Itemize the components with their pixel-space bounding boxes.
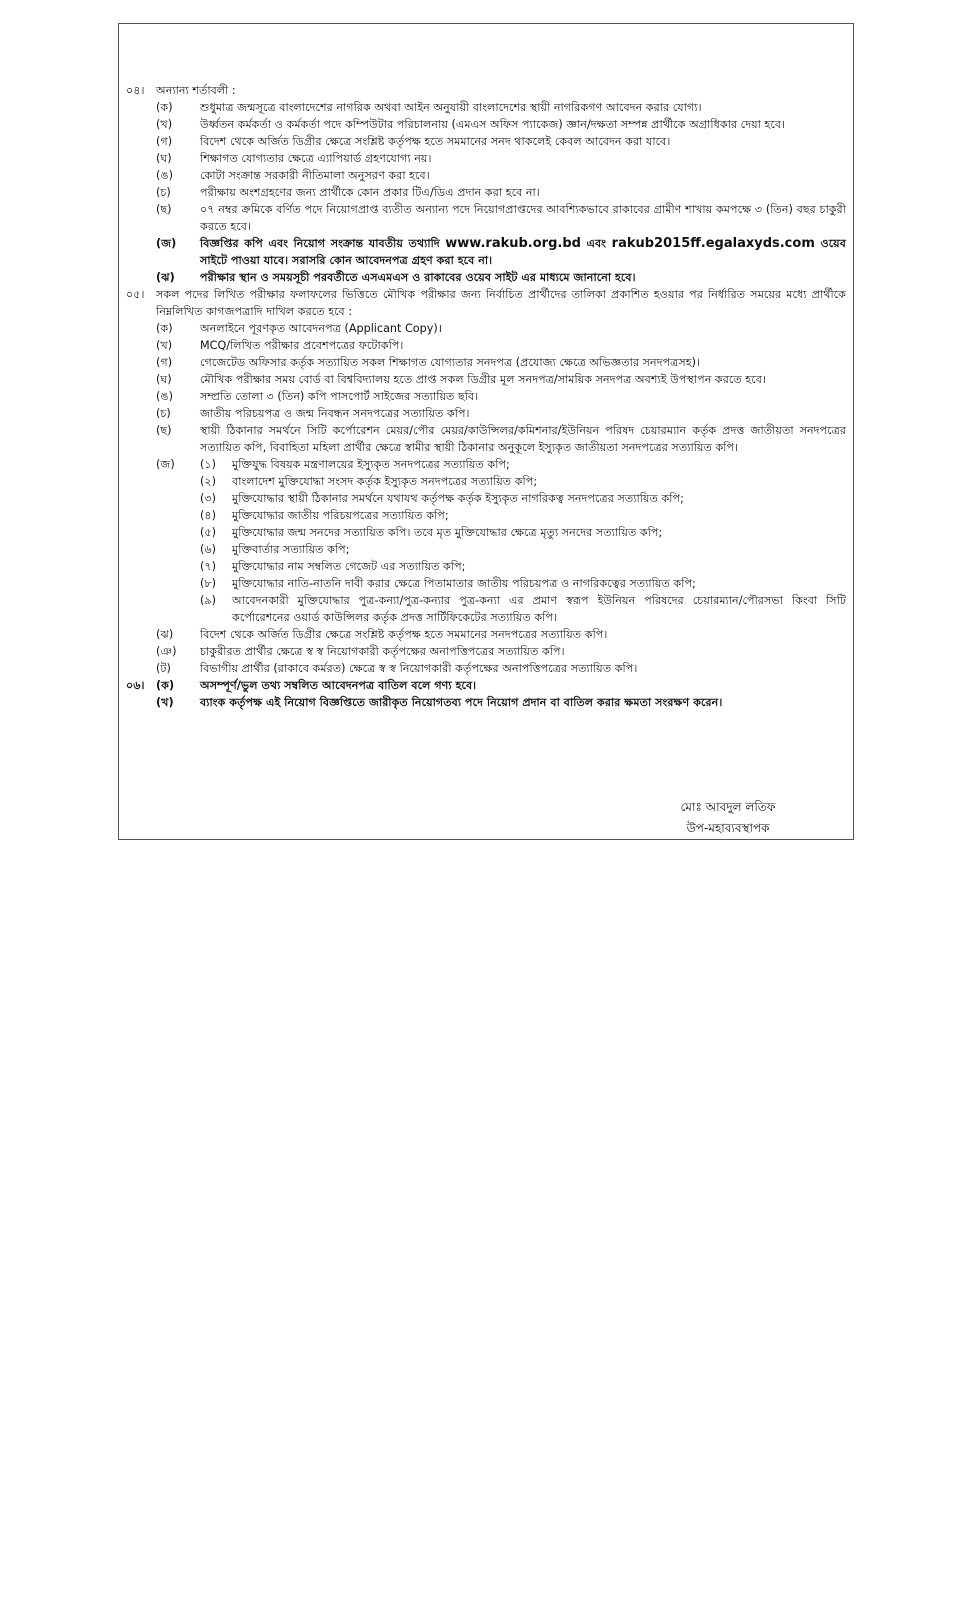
item-label: (গ) [156, 135, 173, 148]
item-text: শুধুমাত্র জন্মসূত্রে বাংলাদেশের নাগরিক অথবা আইন অনুযায়ী বাংলাদেশের স্থায়ী নাগরিকগণ আবেদন করার যোগ্য। [200, 101, 702, 114]
item-label: (ক) [156, 101, 173, 114]
item-text: MCQ/লিখিত পরীক্ষার প্রবেশপত্রের ফটোকপি। [200, 339, 404, 352]
website-link[interactable]: rakub2015ff.egalaxyds.com [611, 236, 815, 251]
item-text: গেজেটেড অফিসার কর্তৃক সত্যায়িত সকল শিক্ষাগত যোগ্যতার সনদপত্র (প্রযোজ্য ক্ষেত্রে অভিজ্ঞতার সনদপত্রসহ)। [200, 356, 701, 369]
item-text-post: ওয়েব সাইটে পাওয়া যাবে। সরাসরি কোন আবেদনপত্র গ্রহণ করা হবে না। [200, 237, 847, 267]
list-item [156, 150, 846, 167]
item-label: (ঞ) [156, 645, 177, 658]
item-label: (চ) [156, 407, 171, 420]
item-text: উর্ধ্বতন কর্মকর্তা ও কর্মকর্তা পদে কম্পিউটার পরিচালনায় (এমএস অফিস প্যাকেজ) জ্ঞান/দক্ষতা সম্পন্ন প্রার্থীকে অগ্রাধিকার দেয়া হবে। [200, 118, 786, 131]
item-text: সম্প্রতি তোলা ৩ (তিন) কপি পাসপোর্ট সাইজের সত্যায়িত ছবি। [200, 390, 479, 403]
sub-item-label: (৮) [200, 577, 216, 590]
sub-list-item [200, 524, 846, 541]
section-number: ০৪। [126, 84, 145, 97]
list-item [156, 626, 846, 643]
item-label: (ঙ) [156, 390, 173, 403]
sub-item-label: (৬) [200, 543, 217, 556]
item-label: (ছ) [156, 424, 172, 437]
item-label: (চ) [156, 186, 171, 199]
item-label: (খ) [156, 339, 173, 352]
list-item [156, 643, 846, 660]
item-label: (ঘ) [156, 152, 172, 165]
section-title: অন্যান্য শর্তাবলী : [156, 84, 236, 97]
item-label: (খ) [156, 696, 174, 709]
list-item [156, 388, 846, 405]
section-04 [126, 82, 846, 286]
sub-item-text: মুক্তিযোদ্ধার নাম সম্বলিত গেজেট এর সত্যায়িত কপি; [232, 560, 466, 573]
sub-item-text: মুক্তিযোদ্ধার জাতীয় পরিচয়পত্রের সত্যায়িত কপি; [232, 509, 449, 522]
item-text: ব্যাংক কর্তৃপক্ষ এই নিয়োগ বিজ্ঞপ্তিতে জারীকৃত নিয়োগতব্য পদে নিয়োগ প্রদান বা বাতিল করার ক্ষমতা সংরক্ষণ করেন। [200, 696, 723, 709]
sub-list-item [200, 490, 846, 507]
item-text-pre: বিজ্ঞপ্তির কপি এবং নিয়োগ সংক্রান্ত যাবতীয় তথ্যাদি [200, 237, 446, 250]
sub-list [200, 456, 846, 626]
item-label: (গ) [156, 356, 173, 369]
item-text: পরীক্ষার স্থান ও সময়সূচী পরবর্তীতে এসএমএস ও রাকাবের ওয়েব সাইট এর মাধ্যমে জানানো হবে। [200, 271, 636, 284]
item-text: অনলাইনে পূরণকৃত আবেদনপত্র (Applicant Copy)। [200, 322, 442, 335]
sub-item-text: মুক্তিযোদ্ধার স্থায়ী ঠিকানার সমর্থনে যথাযথ কর্তৃপক্ষ কর্তৃক ইস্যুকৃত নাগরিকত্ব সনদপত্রের সত্যায়িত কপি; [232, 492, 684, 505]
item-text-mid: এবং [580, 237, 612, 250]
list-item [156, 660, 846, 677]
section-05 [126, 286, 846, 677]
item-text: জাতীয় পরিচয়পত্র ও জন্ম নিবন্ধন সনদপত্রের সত্যায়িত কপি। [200, 407, 470, 420]
sub-item-label: (২) [200, 475, 217, 488]
sub-list-item [200, 541, 846, 558]
item-label: (খ) [156, 118, 173, 131]
list-item [156, 371, 846, 388]
item-label: (জ) [156, 237, 177, 250]
item-text [200, 235, 846, 269]
section-number: ০৫। [126, 288, 145, 301]
sub-list-item [200, 456, 846, 473]
item-label: (ঝ) [156, 271, 175, 284]
sub-item-text: মুক্তিযোদ্ধার জন্ম সনদের সত্যায়িত কপি। তবে মৃত মুক্তিযোদ্ধার ক্ষেত্রে মৃত্যু সনদের সত্যায়িত কপি; [232, 526, 663, 539]
sub-list-item [200, 592, 846, 626]
item-label: (ট) [156, 662, 171, 675]
sub-item-label: (৫) [200, 526, 216, 539]
list-item [156, 405, 846, 422]
list-item [156, 422, 846, 456]
sub-list-item [200, 473, 846, 490]
signatory-designation: উপ-মহাব্যবস্থাপক [686, 821, 770, 835]
section-intro: সকল পদের লিখিত পরীক্ষার ফলাফলের ভিত্তিতে মৌখিক পরীক্ষার জন্য নির্বাচিত প্রার্থীদের তালিকা প্রকাশিত হওয়ার পর নির্ধারিত সময়ের মধ্যে প্রার্থীকে নিম্নলিখিত কাগজপত্রাদি দাখিল করতে হবে : [156, 288, 846, 318]
item-text: স্থায়ী ঠিকানার সমর্থনে সিটি কর্পোরেশন মেয়র/পৌর মেয়র/কাউন্সিলর/কমিশনার/ইউনিয়ন পরিষদ চেয়ারম্যান কর্তৃক প্রদত্ত জাতীয়তা সনদপত্রের সত্যায়িত কপি, বিবাহিতা মহিলা প্রার্থীর ক্ষেত্রে স্বামীর স্থায়ী ঠিকানার অনুকূলে ইস্যুকৃত জাতীয়তা সনদপত্রের সত্যায়িত কপি। [200, 424, 846, 454]
item-label: (ক) [156, 679, 175, 692]
item-label: (ঘ) [156, 373, 172, 386]
list-item [156, 269, 846, 286]
sub-item-text: আবেদনকারী মুক্তিযোদ্ধার পুত্র-কন্যা/পুত্র-কন্যার পুত্র-কন্যা এর প্রমাণ স্বরূপ ইউনিয়ন পরিষদের চেয়ারম্যান/পৌরসভা কিংবা সিটি কর্পোরেশনের ওয়ার্ড কাউন্সিলর কর্তৃক প্রদত্ত সার্টিফিকেটের সত্যায়িত কপি। [232, 594, 846, 624]
sub-item-text: মুক্তিবার্তার সত্যায়িত কপি; [232, 543, 350, 556]
item-text: বিভাগীয় প্রার্থীর (রাকাবে কর্মরত) ক্ষেত্রে স্ব স্ব নিয়োগকারী কর্তৃপক্ষের অনাপত্তিপত্রের সত্যায়িত কপি। [200, 662, 638, 675]
sub-item-text: মুক্তিযুদ্ধ বিষয়ক মন্ত্রণালয়ের ইস্যুকৃত সনদপত্রের সত্যায়িত কপি; [232, 458, 510, 471]
item-text: শিক্ষাগত যোগ্যতার ক্ষেত্রে এ্যাপিয়ার্ড গ্রহণযোগ্য নয়। [200, 152, 432, 165]
list-item [156, 184, 846, 201]
item-text: চাকুরীরত প্রার্থীর ক্ষেত্রে স্ব স্ব নিয়োগকারী কর্তৃপক্ষের অনাপত্তিপত্রের সত্যায়িত কপি। [200, 645, 565, 658]
list-item [156, 133, 846, 150]
sub-list-item [200, 558, 846, 575]
list-item [156, 320, 846, 337]
sub-item-text: মুক্তিযোদ্ধার নাতি-নাতনি দাবী করার ক্ষেত্রে পিতামাতার জাতীয় পরিচয়পত্র ও নাগরিকত্বের সত্যায়িত কপি; [232, 577, 696, 590]
signatory-name: মোঃ আবদুল লতিফ [680, 800, 776, 814]
list-item [126, 677, 846, 694]
item-text: অসম্পূর্ণ/ভুল তথ্য সম্বলিত আবেদনপত্র বাতিল বলে গণ্য হবে। [200, 679, 477, 692]
item-label: (ছ) [156, 203, 172, 216]
item-text: ০৭ নম্বর ক্রমিকে বর্ণিত পদে নিয়োগপ্রাপ্ত ব্যতীত অন্যান্য পদে নিয়োগপ্রাপ্তদের আবশ্যিকভাবে রাকাবের গ্রামীণ শাখায় কমপক্ষে ৩ (তিন) বছর চাকুরী করতে হবে। [200, 203, 846, 233]
item-label: (ক) [156, 322, 173, 335]
item-label: (ঝ) [156, 628, 174, 641]
item-text: বিদেশ থেকে অর্জিত ডিগ্রীর ক্ষেত্রে সংশ্লিষ্ট কর্তৃপক্ষ হতে সমমানের সনদপত্রের সত্যায়িত কপি। [200, 628, 608, 641]
list-item [156, 354, 846, 371]
item-text: বিদেশ থেকে অর্জিত ডিগ্রীর ক্ষেত্রে সংশ্লিষ্ট কর্তৃপক্ষ হতে সমমানের সনদ থাকলেই কেবল আবেদন করা যাবে। [200, 135, 671, 148]
item-text: কোটা সংক্রান্ত সরকারী নীতিমালা অনুসরণ করা হবে। [200, 169, 430, 182]
item-text: পরীক্ষায় অংশগ্রহণের জন্য প্রার্থীকে কোন প্রকার টিএ/ডিএ প্রদান করা হবে না। [200, 186, 540, 199]
list-item-website [156, 235, 846, 269]
signature-block [648, 797, 808, 839]
list-item [156, 201, 846, 235]
list-item [156, 167, 846, 184]
sub-item-text: বাংলাদেশ মুক্তিযোদ্ধা সংসদ কর্তৃক ইস্যুকৃত সনদপত্রের সত্যায়িত কপি; [232, 475, 538, 488]
sub-item-label: (৭) [200, 560, 217, 573]
website-link[interactable]: www.rakub.org.bd [445, 236, 581, 251]
document-body [126, 82, 846, 711]
section-06 [126, 677, 846, 711]
list-item [156, 99, 846, 116]
item-label: (ঙ) [156, 169, 173, 182]
sub-item-label: (১) [200, 458, 216, 471]
item-label: (জ) [156, 458, 175, 471]
list-item [156, 337, 846, 354]
sub-item-label: (৩) [200, 492, 217, 505]
sub-list-item [200, 575, 846, 592]
list-item-freedom-fighter [156, 456, 846, 626]
sub-item-label: (৪) [200, 509, 216, 522]
sub-list-item [200, 507, 846, 524]
section-number: ০৬। [126, 679, 145, 692]
list-item [156, 116, 846, 133]
sub-item-label: (৯) [200, 594, 216, 607]
item-text: মৌখিক পরীক্ষার সময় বোর্ড বা বিশ্ববিদ্যালয় হতে প্রাপ্ত সকল ডিগ্রীর মূল সনদপত্র/সাময়িক সনদপত্র অবশ্যই উপস্থাপন করতে হবে। [200, 373, 766, 386]
list-item [156, 694, 846, 711]
